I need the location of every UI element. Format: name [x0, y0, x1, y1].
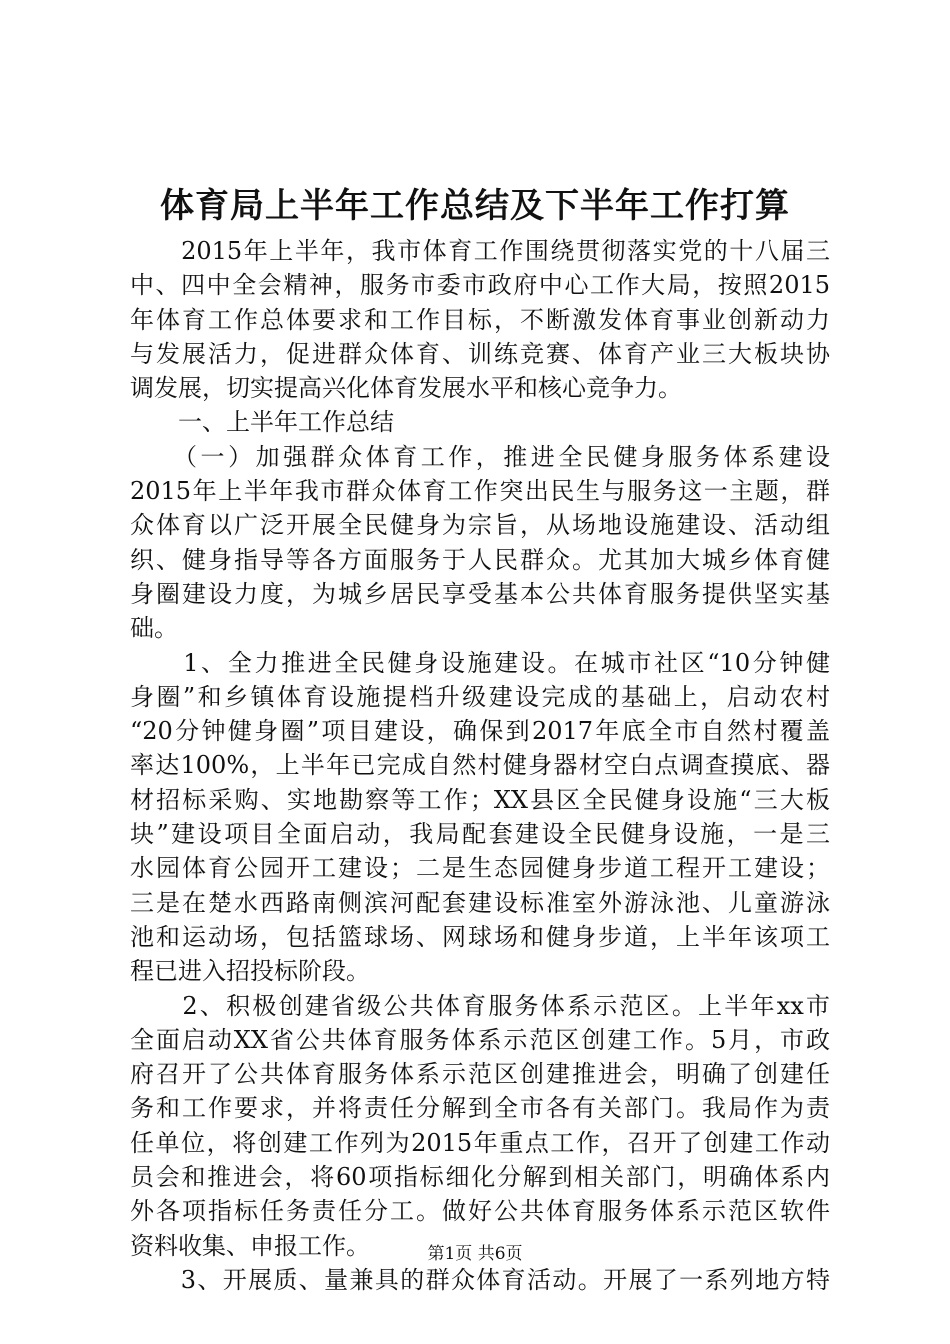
section-heading: 一、上半年工作总结	[130, 408, 394, 437]
text-line: 全面启动XX省公共体育服务体系示范区创建工作。5月，市政	[130, 1025, 830, 1054]
text-line: 水园体育公园开工建设；二是生态园健身步道工程开工建设；	[130, 854, 830, 883]
text-line: “20分钟健身圈”项目建设，确保到2017年底全市自然村覆盖	[130, 717, 830, 746]
text-line: 率达100%，上半年已完成自然村健身器材空白点调查摸底、器	[130, 751, 830, 780]
text-line: 三是在楚水西路南侧滨河配套建设标准室外游泳池、儿童游泳	[130, 888, 830, 917]
text-line: 年体育工作总体要求和工作目标，不断激发体育事业创新动力	[130, 305, 830, 334]
text-line: 3、开展质、量兼具的群众体育活动。开展了一系列地方特	[130, 1265, 830, 1294]
text-line: 务和工作要求，并将责任分解到全市各有关部门。我局作为责	[130, 1094, 830, 1123]
text-line: 2015年上半年，我市体育工作围绕贯彻落实党的十八届三	[130, 237, 830, 265]
text-line: 程已进入招投标阶段。	[130, 957, 370, 986]
text-line: 与发展活力，促进群众体育、训练竞赛、体育产业三大板块协	[130, 339, 830, 368]
text-line: 资料收集、申报工作。	[130, 1231, 370, 1260]
text-line: 调发展，切实提高兴化体育发展水平和核心竞争力。	[130, 374, 682, 403]
text-line: 任单位，将创建工作列为2015年重点工作，召开了创建工作动	[130, 1128, 830, 1157]
text-line: 身圈”和乡镇体育设施提档升级建设完成的基础上，启动农村	[130, 682, 830, 711]
text-line: 众体育以广泛开展全民健身为宗旨，从场地设施建设、活动组	[130, 511, 830, 540]
text-line: 2、积极创建省级公共体育服务体系示范区。上半年xx市	[130, 991, 830, 1020]
text-line: 身圈建设力度，为城乡居民享受基本公共体育服务提供坚实基	[130, 579, 830, 608]
text-line: 员会和推进会，将60项指标细化分解到相关部门，明确体系内	[130, 1163, 830, 1192]
text-line: 1、全力推进全民健身设施建设。在城市社区“10分钟健	[130, 648, 830, 677]
text-line: 外各项指标任务责任分工。做好公共体育服务体系示范区软件	[130, 1197, 830, 1226]
document-body	[130, 234, 830, 1297]
text-line: 础。	[130, 614, 178, 643]
text-line: 块”建设项目全面启动，我局配套建设全民健身设施，一是三	[130, 820, 830, 849]
text-line: 池和运动场，包括篮球场、网球场和健身步道，上半年该项工	[130, 922, 830, 951]
text-line: 2015年上半年我市群众体育工作突出民生与服务这一主题，群	[130, 477, 830, 506]
page-footer: 第1页 共6页	[427, 1244, 523, 1264]
document-title: 体育局上半年工作总结及下半年工作打算	[160, 186, 790, 226]
text-line: 织、健身指导等各方面服务于人民群众。尤其加大城乡体育健	[130, 545, 830, 574]
subsection-heading: （一）加强群众体育工作，推进全民健身服务体系建设	[130, 442, 830, 471]
text-line: 府召开了公共体育服务体系示范区创建推进会，明确了创建任	[130, 1060, 830, 1089]
text-line: 材招标采购、实地勘察等工作；XX县区全民健身设施“三大板	[130, 785, 830, 814]
text-line: 中、四中全会精神，服务市委市政府中心工作大局，按照2015	[130, 271, 830, 300]
